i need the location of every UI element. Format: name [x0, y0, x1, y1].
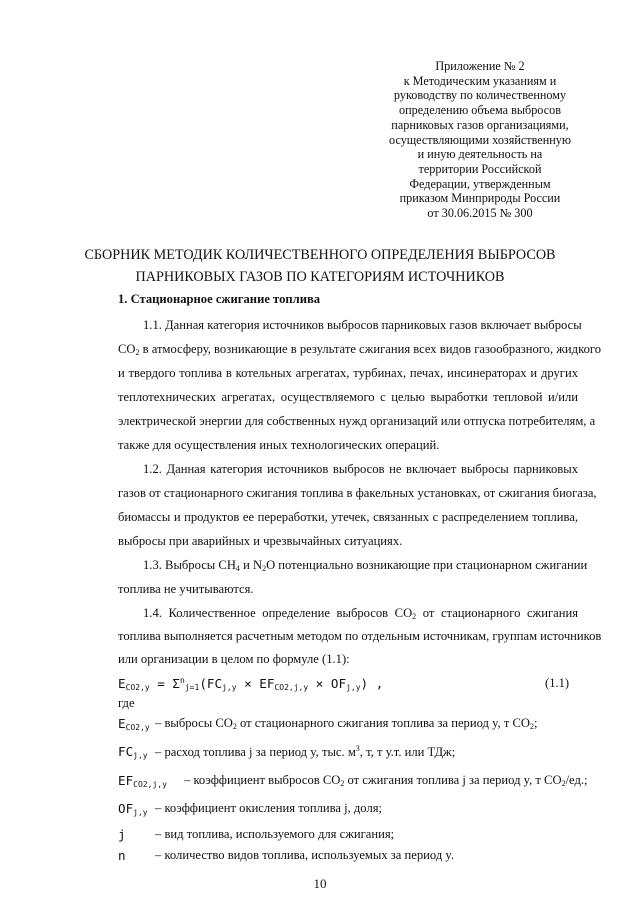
annex-line: руководству по количественному	[393, 88, 567, 103]
annex-line: территории Российской	[418, 161, 542, 176]
paragraph-line: или организации в целом по формуле (1.1):	[118, 652, 350, 666]
paragraph-line: топлива выполняется расчетным методом по отдельным источникам, группам источников	[118, 629, 602, 643]
def-text: – выбросы $CO_2$ от стационарного сжигания топлива за период y, т $CO_2$;	[155, 716, 538, 731]
annex-line: от 30.06.2015 № 300	[427, 206, 533, 221]
section-heading: 1. Стационарное сжигание топлива	[118, 292, 321, 306]
annex-line: осуществляющими хозяйственную	[389, 132, 571, 147]
annex-header	[375, 59, 585, 221]
paragraph-line: газов от стационарного сжигания топлива в факельных установках, от сжигания биогаза,	[118, 486, 597, 500]
def-symbol: $FC_{j,y}$	[118, 744, 148, 760]
annex-line: Приложение № 2	[435, 59, 525, 73]
paragraph-line: 1.1. Данная категория источников выбросов парниковых газов включает выбросы	[143, 318, 582, 332]
paragraph-line: и твердого топлива в котельных агрегатах, турбинах, печах, инсинераторах и других	[118, 366, 578, 380]
def-text: – коэффициент выбросов $CO_2$ от сжигания топлива j за период y, т $CO_2/ед$.;	[184, 773, 588, 788]
def-text: – коэффициент окисления топлива j, доля;	[155, 801, 383, 815]
def-text: – вид топлива, используемого для сжигания;	[155, 827, 395, 841]
annex-line: парниковых газов организациями,	[391, 117, 569, 132]
document-title-line-2: ПАРНИКОВЫХ ГАЗОВ ПО КАТЕГОРИЯМ ИСТОЧНИКОВ	[135, 269, 505, 285]
annex-line: и иную деятельность на	[417, 147, 543, 162]
paragraph-line: 1.3. Выбросы $CH_4$ и $N_2O$ потенциально возникающие при стационарном сжигании	[143, 558, 588, 573]
annex-line: Федерации, утвержденным	[409, 176, 551, 191]
annex-line: к Методическим указаниям и	[403, 73, 557, 88]
paragraph-line: топлива не учитываются.	[118, 582, 254, 596]
paragraph-line: выбросы при аварийных и чрезвычайных ситуациях.	[118, 534, 403, 548]
page-number: 10	[313, 876, 327, 891]
paragraph-line: $CO_2$ в атмосферу, возникающие в результате сжигания всех видов газообразного, жидкого	[118, 342, 602, 357]
def-text: – расход топлива j за период y, тыс. $м^3$, т, т у.т. или ТДж;	[155, 744, 456, 759]
document-title-line-1: СБОРНИК МЕТОДИК КОЛИЧЕСТВЕННОГО ОПРЕДЕЛЕНИЯ ВЫБРОСОВ	[84, 247, 556, 263]
paragraph-line: также для осуществления иных технологических операций.	[118, 438, 440, 452]
annex-line: приказом Минприроды России	[399, 191, 561, 206]
formula-number: (1.1)	[545, 676, 570, 690]
def-symbol: $E_{CO2,y}$	[118, 716, 150, 732]
def-text: – количество видов топлива, используемых за период y.	[155, 848, 454, 862]
def-symbol: $EF_{CO2,j,y}$	[118, 773, 167, 789]
paragraph-line: 1.4. Количественное определение выбросов $CO_2$ от стационарного сжигания	[143, 606, 578, 621]
def-symbol: $OF_{j,y}$	[118, 801, 148, 817]
where-label: где	[118, 696, 135, 710]
paragraph-line: теплотехнических агрегатах, осуществляемого с целью выработки тепловой и/или	[118, 390, 578, 404]
paragraph-line: биомассы и продуктов ее переработки, утечек, связанных с распределением топлива,	[118, 510, 578, 524]
annex-line: определению объема выбросов	[399, 103, 561, 118]
paragraph-line: 1.2. Данная категория источников выбросов не включает выбросы парниковых	[143, 462, 578, 476]
def-symbol: j	[118, 827, 126, 842]
def-symbol: n	[118, 848, 126, 863]
formula: $E_{CO2,y} = \Sigma^n_{j=1}(FC_{j,y} \times EF_{CO2,j,y} \times OF_{j,y})$ ,	[118, 676, 384, 692]
paragraph-line: электрической энергии для собственных нужд организаций или отпуска потребителям, а	[118, 414, 596, 428]
